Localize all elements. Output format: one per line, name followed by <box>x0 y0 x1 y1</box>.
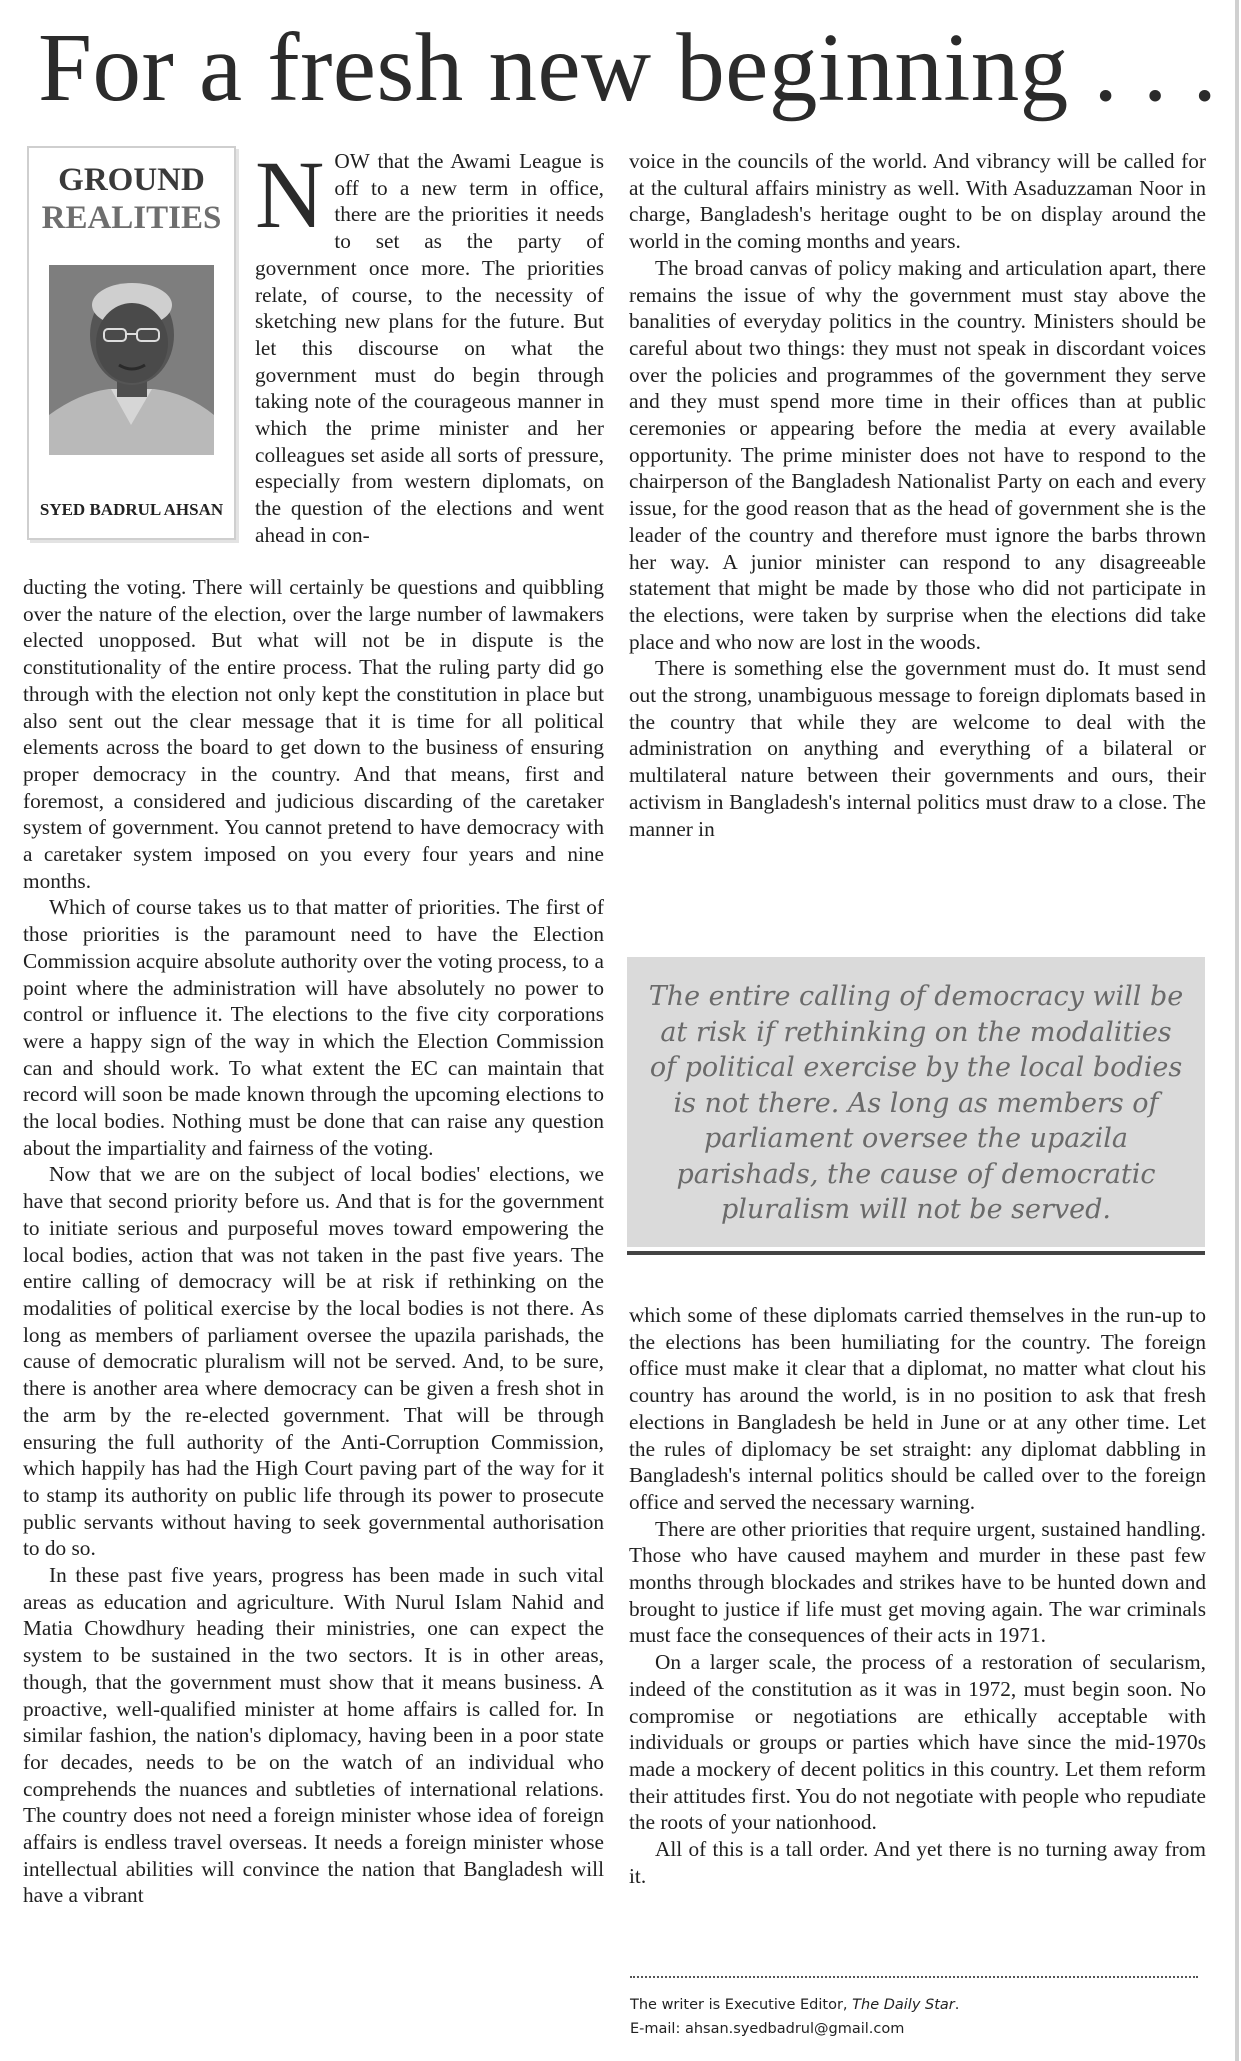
article-paragraph: All of this is a tall order. And yet there is no turning away from it. <box>629 1837 1206 1888</box>
column-label-ground: GROUND <box>58 162 205 198</box>
article-col2-bottom <box>629 1302 1206 1968</box>
writer-credit-suffix: . <box>954 1997 960 2013</box>
article-paragraph: Now that we are on the subject of local bodies' elections, we have that second priority before us. And that is for the government to initiate serious and purposeful moves toward empowering the local bodies, action that was not taken in the past five years. The entire calling of democracy will be at risk if rethinking on the modalities of political exercise by the local bodies is not there. As long as members of parliament oversee the upazila parishads, the cause of democratic pluralism will not be served. And, to be sure, there is another area where democracy can be given a fresh shot in the arm by the re-elected government. That will be through ensuring the full authority of the Anti-Corruption Commission, which happily has had the High Court paving part of the way for it to stamp its authority on public life through its power to prosecute public servants without having to seek governmental authorisation to do so. <box>23 1162 604 1561</box>
article-paragraph: Which of course takes us to that matter of priorities. The first of those priorities is the paramount need to have the Election Commission acquire absolute authority over the voting process, to a point where the administration will have absolutely no power to control or influence it. The elections to the five city corporations were a happy sign of the way in which the Election Commission can and should work. To what extent the EC can maintain that record will soon be made known through the upcoming elections to the local bodies. Nothing must be done that can raise any question about the impartiality and fairness of the voting. <box>23 895 604 1160</box>
article-paragraph: There are other priorities that require urgent, sustained handling. Those who have caused mayhem and murder in these past few months through blockades and strikes have to be hunted down and brought to justice if life must get moving again. The war criminals must face the consequences of their acts in 1971. <box>629 1516 1206 1648</box>
drop-cap: N <box>255 148 325 248</box>
writer-credit-prefix: The writer is Executive Editor, <box>630 1997 853 2013</box>
writer-credit <box>630 1997 959 2013</box>
writer-email: E-mail: ahsan.syedbadrul@gmail.com <box>630 2021 905 2037</box>
headline: For a fresh new beginning . . . <box>38 14 1218 121</box>
column-byline-box <box>27 146 236 540</box>
author-name: SYED BADRUL AHSAN <box>39 500 224 519</box>
article-paragraph: In these past five years, progress has been made in such vital areas as education and agriculture. With Nurul Islam Nahid and Matia Chowdhury heading their ministries, one can expect the system to be sustained in the two sectors. It is in other areas, though, that the government must show that it means business. A proactive, well-qualified minister at home affairs is called for. In similar fashion, the nation's diplomacy, having been in a poor state for decades, needs to be on the watch of an individual who comprehends the nuances and subtleties of international relations. The country does not need a foreign minister whose idea of foreign affairs is endless travel overseas. It needs a foreign minister whose intellectual abilities will convince the nation that Bangladesh will have a vibrant <box>23 1563 604 1908</box>
footer-dotted-rule <box>630 1976 1198 1978</box>
article-col2-top <box>629 148 1206 918</box>
article-paragraph: voice in the councils of the world. And vibrancy will be called for at the cultural affairs ministry as well. With Asaduzzaman Noor in charge, Bangladesh's heritage ought to be on display around the world in the coming months and years. <box>629 149 1206 254</box>
article-paragraph: The broad canvas of policy making and articulation apart, there remains the issue of why the government must stay above the banalities of everyday politics in the country. Ministers should be careful about two things: they must not speak in discordant voices over the policies and programmes of the government they serve and they must spend more time in their offices than at public ceremonies or appearing before the media at every available opportunity. The prime minister does not have to respond to the chairperson of the Bangladesh Nationalist Party on each and every issue, for the good reason that as the head of government she is the leader of the country and therefore must ignore the barbs thrown her way. A junior minister can respond to any disagreeable statement that might be made by those who did not participate in the elections, were taken by surprise when the elections did take place and who now are lost in the woods. <box>629 255 1206 654</box>
article-col1-body <box>23 574 604 2020</box>
article-col1-intro <box>255 148 604 574</box>
author-portrait-image <box>49 265 214 455</box>
article-paragraph: OW that the Awami League is off to a new term in office, there are the priorities it needs to set as the party of government once more. The priorities relate, of course, to the necessity of sketching new plans for the future. But let this discourse on what the government must do begin through taking note of the courageous manner in which the prime minister and her colleagues set aside all sorts of pressure, especially from western diplomats, on the question of the elections and went ahead in con- <box>255 149 604 547</box>
article-paragraph-cont: ducting the voting. There will certainly be questions and quibbling over the nature of the election, over the large number of lawmakers elected unopposed. But what will not be in dispute is the constitutionality of the entire process. That the ruling party did go through with the election not only kept the constitution in place but also sent out the clear message that it is time for all political elements across the board to get down to the business of ensuring proper democracy in the country. And that means, first and foremost, a considered and judicious discarding of the caretaker system of government. You cannot pretend to have democracy with a caretaker system imposed on you every four years and nine months. <box>23 575 604 893</box>
newspaper-name: The Daily Star <box>852 1997 955 2013</box>
article-paragraph: On a larger scale, the process of a restoration of secularism, indeed of the constitution as it was in 1972, must begin soon. No compromise or negotiations are ethically acceptable with individuals or groups or parties which have since the mid-1970s made a mockery of decent politics in this country. Let them reform their attitudes first. You do not negotiate with people who repudiate the roots of your nationhood. <box>629 1650 1206 1835</box>
pull-quote-text: The entire calling of democracy will be at risk if rethinking on the modalities of political exercise by the local bodies is not there. As long as members of parliament oversee the upazila parishads, the cause of democratic pluralism will not be served. <box>648 981 1184 1225</box>
page-edge-rule <box>1235 0 1239 2061</box>
article-paragraph: There is something else the government must do. It must send out the strong, unambiguous message to foreign diplomats based in the country that while they are welcome to deal with the administration on anything and everything of a bilateral or multilateral nature between their governments and ours, their activism in Bangladesh's internal politics must draw to a close. The manner in <box>629 656 1206 841</box>
article-paragraph: which some of these diplomats carried themselves in the run-up to the elections has been humiliating for the country. The foreign office must make it clear that a diplomat, no matter what clout his country has around the world, is in no position to ask that fresh elections in Bangladesh be held in June or at any other time. Let the rules of diplomacy be set straight: any diplomat dabbling in Bangladesh's internal politics should be called over to the foreign office and served the necessary warning. <box>629 1303 1206 1514</box>
author-photo <box>49 265 214 455</box>
pull-quote-box <box>627 957 1205 1247</box>
pull-quote-rule <box>627 1251 1205 1255</box>
column-label-realities: REALITIES <box>41 200 222 236</box>
